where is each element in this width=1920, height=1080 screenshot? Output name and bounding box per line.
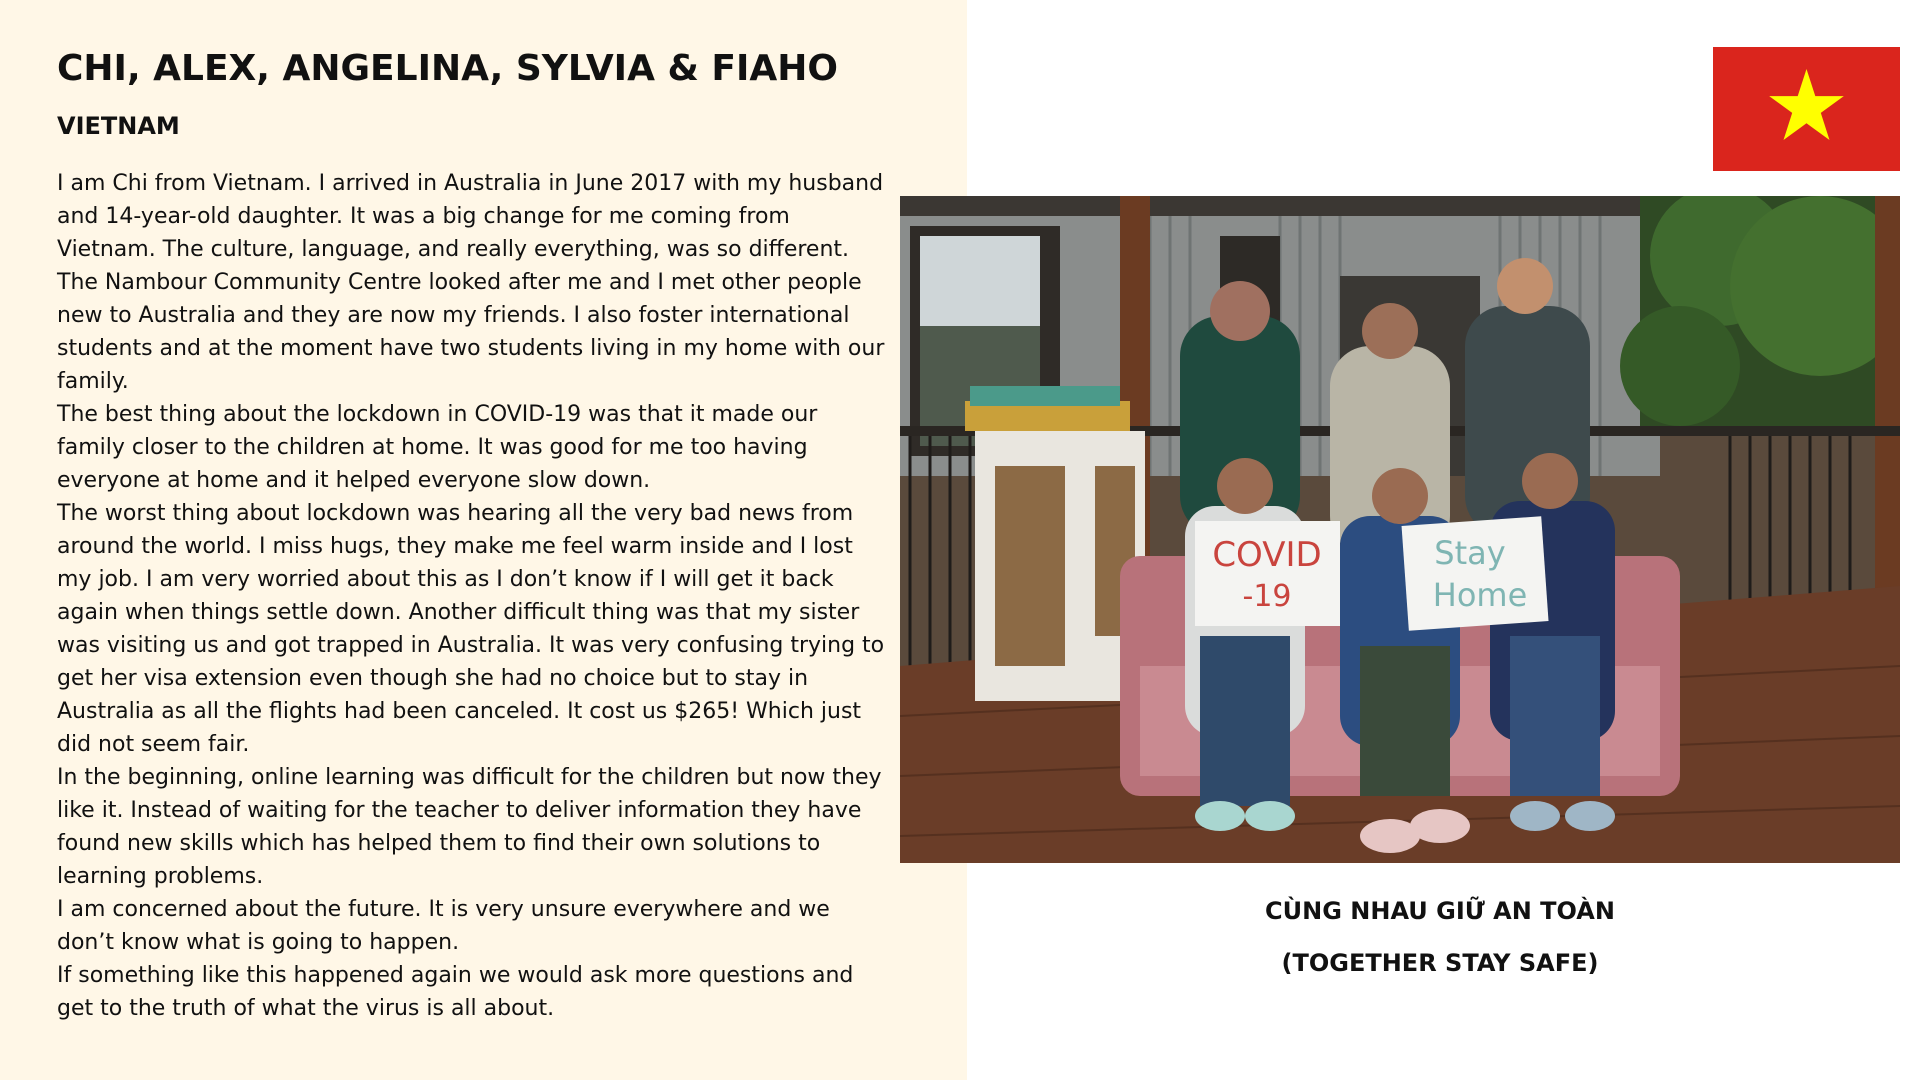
photo-caption: [1110, 885, 1770, 989]
story-paragraph: The best thing about the lockdown in COVID-19 was that it made our family closer to the children at home. It was good for me too having everyone at home and it helped everyone slow down.: [57, 402, 818, 493]
covid-sign-line1: COVID: [1212, 535, 1322, 575]
page-title: CHI, ALEX, ANGELINA, SYLVIA & FIAHO: [57, 48, 838, 89]
story-paragraph: If something like this happened again we would ask more questions and get to the truth of what the virus is all about.: [57, 963, 854, 1021]
story-paragraph: I am Chi from Vietnam. I arrived in Australia in June 2017 with my husband and 14-year-old daughter. It was a big change for me coming from Vietnam. The culture, language, and really everything, was so different. The Nambour Community Centre looked after me and I met other people new to Australia and they are now my friends. I also foster international students and at the moment have two students living in my home with our family.: [57, 171, 885, 394]
covid-sign-line2: -19: [1242, 579, 1292, 614]
country-heading: VIETNAM: [57, 112, 180, 140]
family-photo-illustration: [900, 196, 1900, 863]
story-text: [57, 167, 892, 1025]
vietnam-flag-icon: [1713, 47, 1900, 171]
story-paragraph: In the beginning, online learning was difficult for the children but now they like it. Instead of waiting for the teacher to deliver information they have found new skills which has helped them to find their own solutions to learning problems.: [57, 765, 882, 889]
caption-vietnamese: CÙNG NHAU GIỮ AN TOÀN: [1265, 897, 1615, 925]
stay-home-sign-line2: Home: [1432, 576, 1528, 614]
family-photo: [900, 196, 1900, 863]
story-paragraph: The worst thing about lockdown was hearing all the very bad news from around the world. I miss hugs, they make me feel warm inside and I lost my job. I am very worried about this as I don’t know if I will get it back again when things settle down. Another difficult thing was that my sister was visiting us and got trapped in Australia. It was very confusing trying to get her visa extension even though she had no choice but to stay in Australia as all the flights had been canceled. It cost us $265! Which just did not seem fair.: [57, 501, 885, 757]
caption-english: (TOGETHER STAY SAFE): [1281, 949, 1599, 977]
story-paragraph: I am concerned about the future. It is very unsure everywhere and we don’t know what is going to happen.: [57, 897, 830, 955]
stay-home-sign-line1: Stay: [1434, 534, 1506, 572]
flag-graphic: [1713, 47, 1900, 171]
